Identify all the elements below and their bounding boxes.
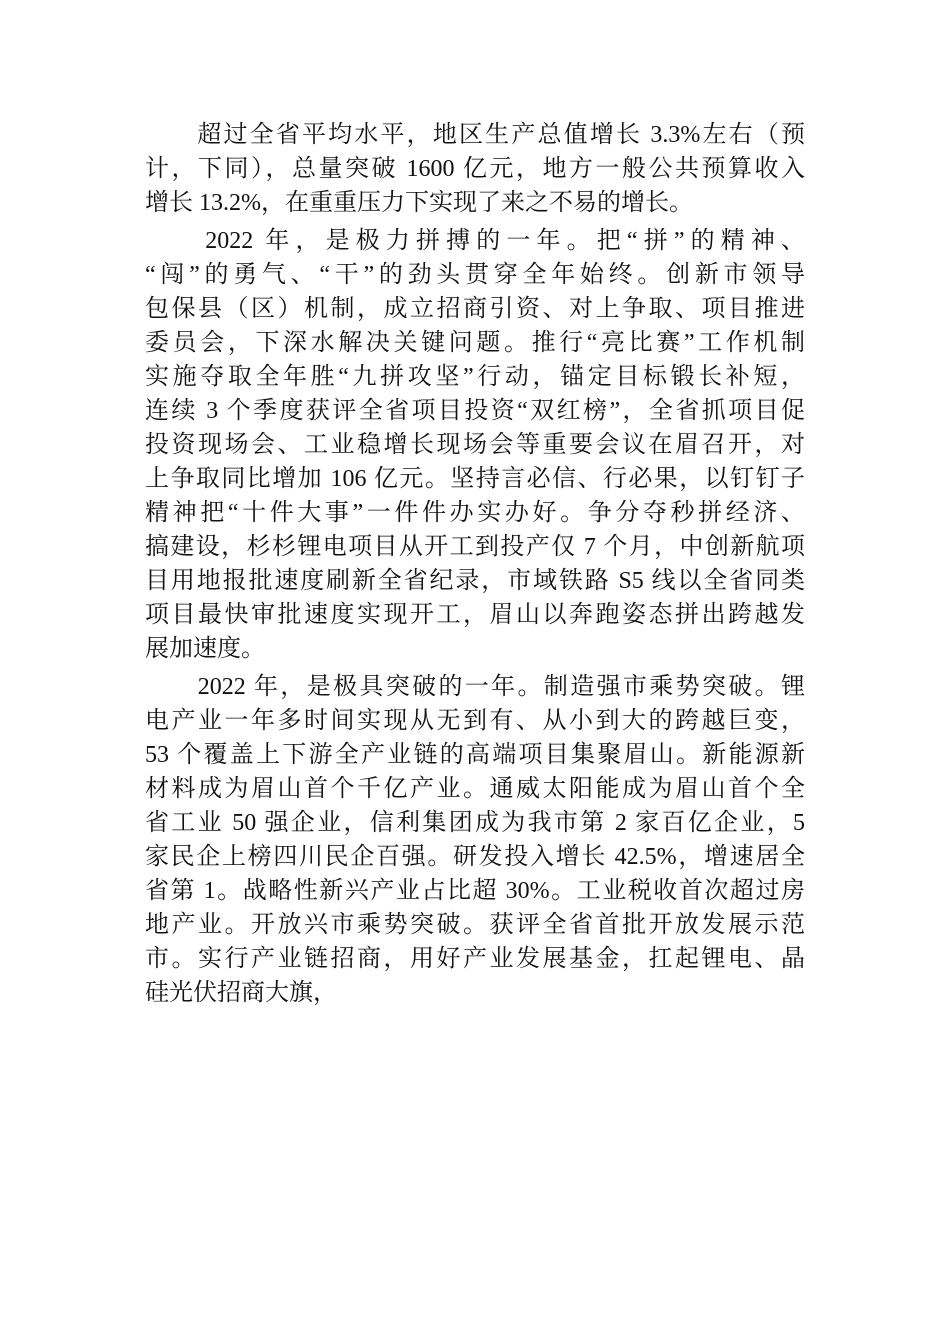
text-line: 2022 年，是极力拼搏的一年。把“拼”的精神、 xyxy=(145,228,805,254)
text-line: 市。实行产业链招商，用好产业发展基金，扛起锂电、晶 xyxy=(145,946,805,972)
text-line: “闯”的勇气、“干”的劲头贯穿全年始终。创新市领导 xyxy=(145,262,805,288)
paragraph xyxy=(145,224,805,666)
text-line: 投资现场会、工业稳增长现场会等重要会议在眉召开，对 xyxy=(145,432,805,458)
paragraph xyxy=(145,118,805,220)
text-line: 省第 1。战略性新兴产业占比超 30%。工业税收首次超过房 xyxy=(145,878,805,904)
text-line: 增长 13.2%，在重重压力下实现了来之不易的增长。 xyxy=(145,190,693,216)
text-line: 家民企上榜四川民企百强。研发投入增长 42.5%，增速居全 xyxy=(145,844,805,870)
text-line: 省工业 50 强企业，信利集团成为我市第 2 家百亿企业，5 xyxy=(145,810,805,836)
text-line: 包保县（区）机制，成立招商引资、对上争取、项目推进 xyxy=(145,296,805,322)
text-line: 展加速度。 xyxy=(145,636,265,662)
text-line: 委员会，下深水解决关键问题。推行“亮比赛”工作机制 xyxy=(145,330,805,356)
text-line: 搞建设，杉杉锂电项目从开工到投产仅 7 个月，中创新航项 xyxy=(145,534,805,560)
text-line: 地产业。开放兴市乘势突破。获评全省首批开放发展示范 xyxy=(145,912,805,938)
text-line: 材料成为眉山首个千亿产业。通威太阳能成为眉山首个全 xyxy=(145,776,805,802)
text-line: 2022 年，是极具突破的一年。制造强市乘势突破。锂 xyxy=(145,674,805,700)
text-line: 精神把“十件大事”一件件办实办好。争分夺秒拼经济、 xyxy=(145,500,805,526)
text-line: 上争取同比增加 106 亿元。坚持言必信、行必果，以钉钉子 xyxy=(145,466,805,492)
text-line: 超过全省平均水平，地区生产总值增长 3.3%左右（预 xyxy=(145,122,805,148)
text-line: 项目最快审批速度实现开工，眉山以奔跑姿态拼出跨越发 xyxy=(145,602,805,628)
text-line: 硅光伏招商大旗， xyxy=(145,980,337,1006)
text-line: 电产业一年多时间实现从无到有、从小到大的跨越巨变， xyxy=(145,708,805,734)
text-line: 连续 3 个季度获评全省项目投资“双红榜”，全省抓项目促 xyxy=(145,398,805,424)
paragraph xyxy=(145,670,805,1010)
text-line: 计，下同），总量突破 1600 亿元，地方一般公共预算收入 xyxy=(145,156,805,182)
document-page xyxy=(145,118,805,1014)
text-line: 53 个覆盖上下游全产业链的高端项目集聚眉山。新能源新 xyxy=(145,742,805,768)
text-line: 目用地报批速度刷新全省纪录，市域铁路 S5 线以全省同类 xyxy=(145,568,805,594)
text-line: 实施夺取全年胜“九拼攻坚”行动，锚定目标锻长补短， xyxy=(145,364,805,390)
